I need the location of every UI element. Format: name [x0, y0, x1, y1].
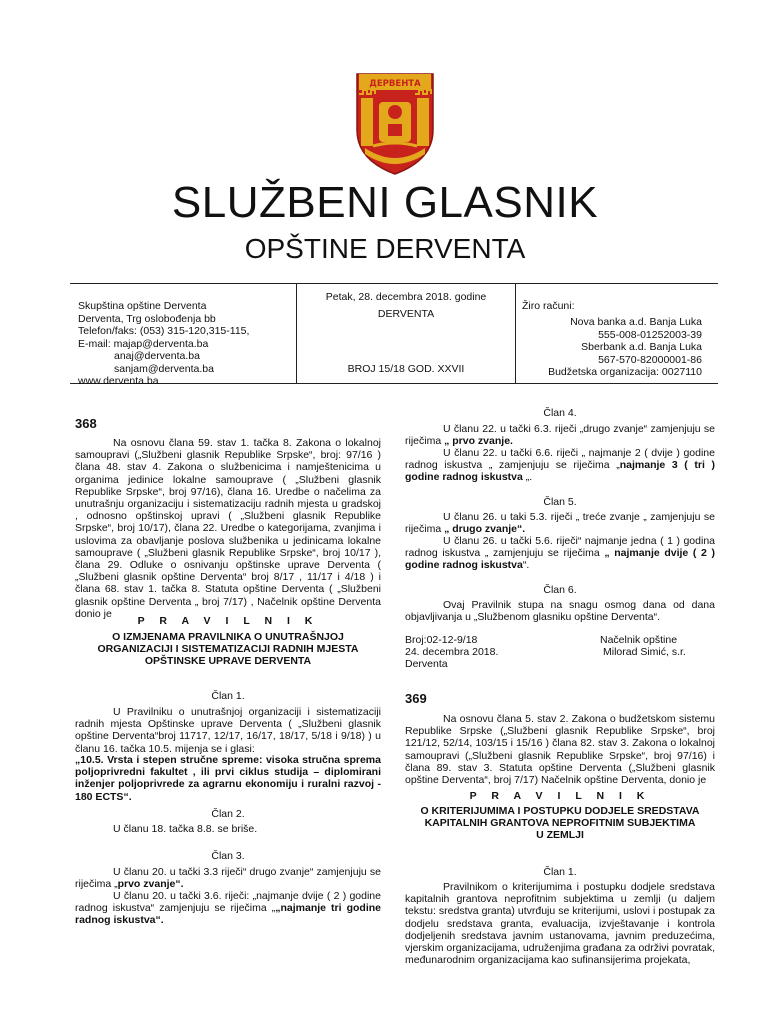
- clan-text: [75, 866, 381, 890]
- text-run-bold: „ najmanje dvije ( 2 ) godine radnog iskustva: [405, 547, 715, 572]
- signature-line: Milorad Simić, s.r.: [603, 646, 686, 659]
- issue-number: BROJ 15/18 GOD. XXVII: [347, 363, 465, 375]
- publisher-line: E-mail: majap@derventa.ba: [78, 337, 209, 350]
- header-top-rule: [70, 283, 718, 284]
- clan-title: Član 5.: [543, 496, 577, 508]
- clan-text: Pravilnikom o kriterijumima i postupku dodjele sredstava kapitalnih grantova neprofitnim subjektima u zemlji (u daljem tekstu: sredstva granta) utvrđuju se kriterijumi, uslovi i postupak za dodjelu sredstava granta, evaluacija, izvještavanje i kontrola dodjeljenih sredstava javnim ustanovama, javnim preduzećima, vjerskim organizacijama, udruženjima građana za održivi povratak, međunarodnim organizacijama kao sufinansijerima projekata,: [405, 881, 715, 967]
- clan-title: Član 1.: [211, 690, 245, 702]
- pravilnik-heading: O KRITERIJUMIMA I POSTUPKU DODJELE SREDSTAVA KAPITALNIH GRANTOVA NEPROFITNIM SUBJEKTIMA U ZEMLJI: [420, 805, 700, 842]
- bank-line: 555-008-01252003-39: [598, 328, 702, 341]
- signature-line: 24. decembra 2018.: [405, 646, 499, 659]
- bank-line: Budžetska organizacija: 0027110: [548, 366, 702, 378]
- publisher-line: Derventa, Trg oslobođenja bb: [78, 312, 216, 325]
- clan-title: Član 3.: [211, 850, 245, 862]
- bank-info: [520, 316, 702, 379]
- issue-date: Petak, 28. decembra 2018. godine: [325, 291, 487, 303]
- publisher-line: Skupština opštine Derventa: [78, 300, 207, 312]
- signature-left: [405, 634, 555, 671]
- signature-right: [600, 634, 720, 658]
- doc-intro: Na osnovu člana 59. stav 1. tačka 8. Zakona o lokalnoj samoupravi („Službeni glasnik Republike Srpske“, broj: 97/16 ) člana 48. stav 4. Zakona o službenicima i namještenicima u organima jedinice lokalne samouprave ( „Službeni glasnik Republike Srpske“, broj 97/16), člana 16. Uredbe o načelima za unutrašnju organizaciju i sistematizaciju radnih mjesta u gradskoj , odnosno opštinskoj upravi ( „Službeni glasnik Republike Srpske“, broj 10/17), člana 22. Uredbe o kategorijama, zvanjima i uslovima za obavljanje poslova službenika u jedinicama lokalne samouprave ( „Službeni glasnik Republike Srpske“, broj 10/17 ), člana 29. Odluke o osnivanju opštinske uprave Derventa ( „Službeni glasnik opštine Derventa“ broj 8/17 , 11/17 i 4/18 ) i člana 68. stav 1. tačka 8. Statuta opštine Derventa ( „Službeni glasnik opštine Derventa „ broj 7/17) , Načelnik opštine Derventa donio je: [75, 437, 381, 620]
- publisher-line: Telefon/faks: (053) 315-120,315-115,: [78, 325, 250, 337]
- signature-line: Načelnik opštine: [600, 634, 678, 646]
- publisher-info: [78, 300, 293, 388]
- bank-label: Žiro računi:: [522, 300, 575, 312]
- pravilnik-label: P R A V I L N I K: [137, 615, 319, 627]
- clan-text: [405, 511, 715, 535]
- issue-place: DERVENTA: [377, 308, 435, 320]
- clan-text: [405, 423, 715, 447]
- text-run: U članu 22. u tački 6.3. riječi „drugo zvanje“ zamjenjuju se riječima: [405, 423, 715, 448]
- text-run-bold: prvo zvanje: [117, 878, 176, 891]
- svg-text:ДЕРВЕНТА: ДЕРВЕНТА: [369, 79, 421, 89]
- header-divider: [296, 283, 297, 383]
- text-run: „.: [525, 471, 533, 484]
- text-run: U članu 26. u tački 5.6. riječi“ najmanje jedna ( 1 ) godina radnog iskustva „ zamjenjuju se riječima: [405, 535, 715, 560]
- publisher-line: www.derventa.ba: [78, 375, 159, 387]
- header-divider: [515, 283, 516, 383]
- masthead-title: SLUŽBENI GLASNIK: [171, 178, 599, 227]
- clan-amendment: „10.5. Vrsta i stepen stručne spreme: visoka stručna sprema poljoprivredni fakultet , ili prvi ciklus studija – diplomirani inženjer poljoprivrede za agrarnu ekonomiju i ruralni razvoj - 180 ECTS“.: [75, 754, 381, 803]
- clan-title: Član 1.: [543, 866, 577, 878]
- text-run: U članu 22. u tački 6.6. riječi „ najmanje 2 ( dvije ) godine radnog iskustva „ zamjenjuju se riječima „: [405, 447, 715, 472]
- text-run-bold: „najmanje tri godine radnog iskustva: [75, 902, 382, 927]
- doc-intro: Na osnovu člana 5. stav 2. Zakona o budžetskom sistemu Republike Srpske („Službeni glasnik Republike Srpske“, broj 121/12, 52/14, 103/15 i 15/16 ) člana 82. stav 3. Zakona o lokalnoj samoupravi („Službeni glasnik Republike Srpske“, broj 97/16) i člana 89. stav 3. Statuta opštine Derventa („Službeni glasnik opštine Derventa“, broj 7/17) Načelnik opštine Derventa, donio je: [405, 713, 715, 787]
- text-run-bold: „ drugo zvanje“.: [444, 523, 526, 536]
- text-run: U članu 20. u tački 3.6. riječi: „najmanje dvije ( 2 ) godine radnog iskustva“ zamjenjuju se riječima „: [75, 890, 381, 915]
- bank-line: Nova banka a.d. Banja Luka: [570, 316, 702, 328]
- doc-number: 368: [75, 416, 97, 431]
- text-run: “.: [522, 559, 530, 572]
- signature-line: Derventa: [405, 658, 448, 671]
- text-run-bold: „ prvo zvanje.: [444, 435, 513, 448]
- text-run: U članu 26. u taki 5.3. riječi „ treće zvanje „ zamjenjuju se riječima: [405, 511, 715, 536]
- clan-text: U članu 18. tačka 8.8. se briše.: [113, 823, 258, 835]
- pravilnik-heading: O IZMJENAMA PRAVILNIKA O UNUTRAŠNJOJ ORGANIZACIJI I SISTEMATIZACIJI RADNIH MJESTA OPŠTINSKE UPRAVE DERVENTA: [97, 631, 359, 668]
- clan-title: Član 2.: [211, 808, 245, 820]
- clan-text: [405, 447, 715, 484]
- clan-title: Član 6.: [543, 584, 577, 596]
- publisher-line: anaj@derventa.ba: [114, 350, 200, 362]
- clan-text: [405, 535, 715, 572]
- derventa-coat-of-arms-icon: [355, 68, 435, 176]
- masthead-subtitle: OPŠTINE DERVENTA: [244, 233, 526, 264]
- bank-line: Sberbank a.d. Banja Luka: [581, 341, 702, 353]
- pravilnik-label: P R A V I L N I K: [469, 790, 651, 802]
- clan-text: [75, 890, 381, 927]
- publisher-line: sanjam@derventa.ba: [114, 362, 214, 375]
- text-run: U članu 20. u tački 3.3 riječi“ drugo zvanje“ zamjenjuju se riječima „: [75, 866, 381, 891]
- text-run-bold: “.: [155, 914, 164, 927]
- signature-line: Broj:02-12-9/18: [405, 634, 478, 646]
- doc-number: 369: [405, 691, 427, 706]
- clan-text: Ovaj Pravilnik stupa na snagu osmog dana od dana objavljivanja u „Službenom glasniku opštine Derventa“.: [405, 599, 715, 624]
- text-run-bold: “.: [175, 878, 184, 891]
- clan-text: U Pravilniku o unutrašnjoj organizaciji i sistematizaciji radnih mjesta Opštinske uprave Derventa ( „Službeni glasnik opštine Derventa“broj 11717, 12/17, 16/17, 18/17, 5/18 i 9/18) ) u članu 16. tačka 10.5. mijenja se i glasi:: [75, 706, 381, 755]
- text-run-bold: najmanje 3 ( tri ) godine radnog iskustva: [405, 459, 715, 484]
- clan-title: Član 4.: [543, 407, 577, 419]
- bank-line: 567-570-82000001-86: [598, 353, 702, 366]
